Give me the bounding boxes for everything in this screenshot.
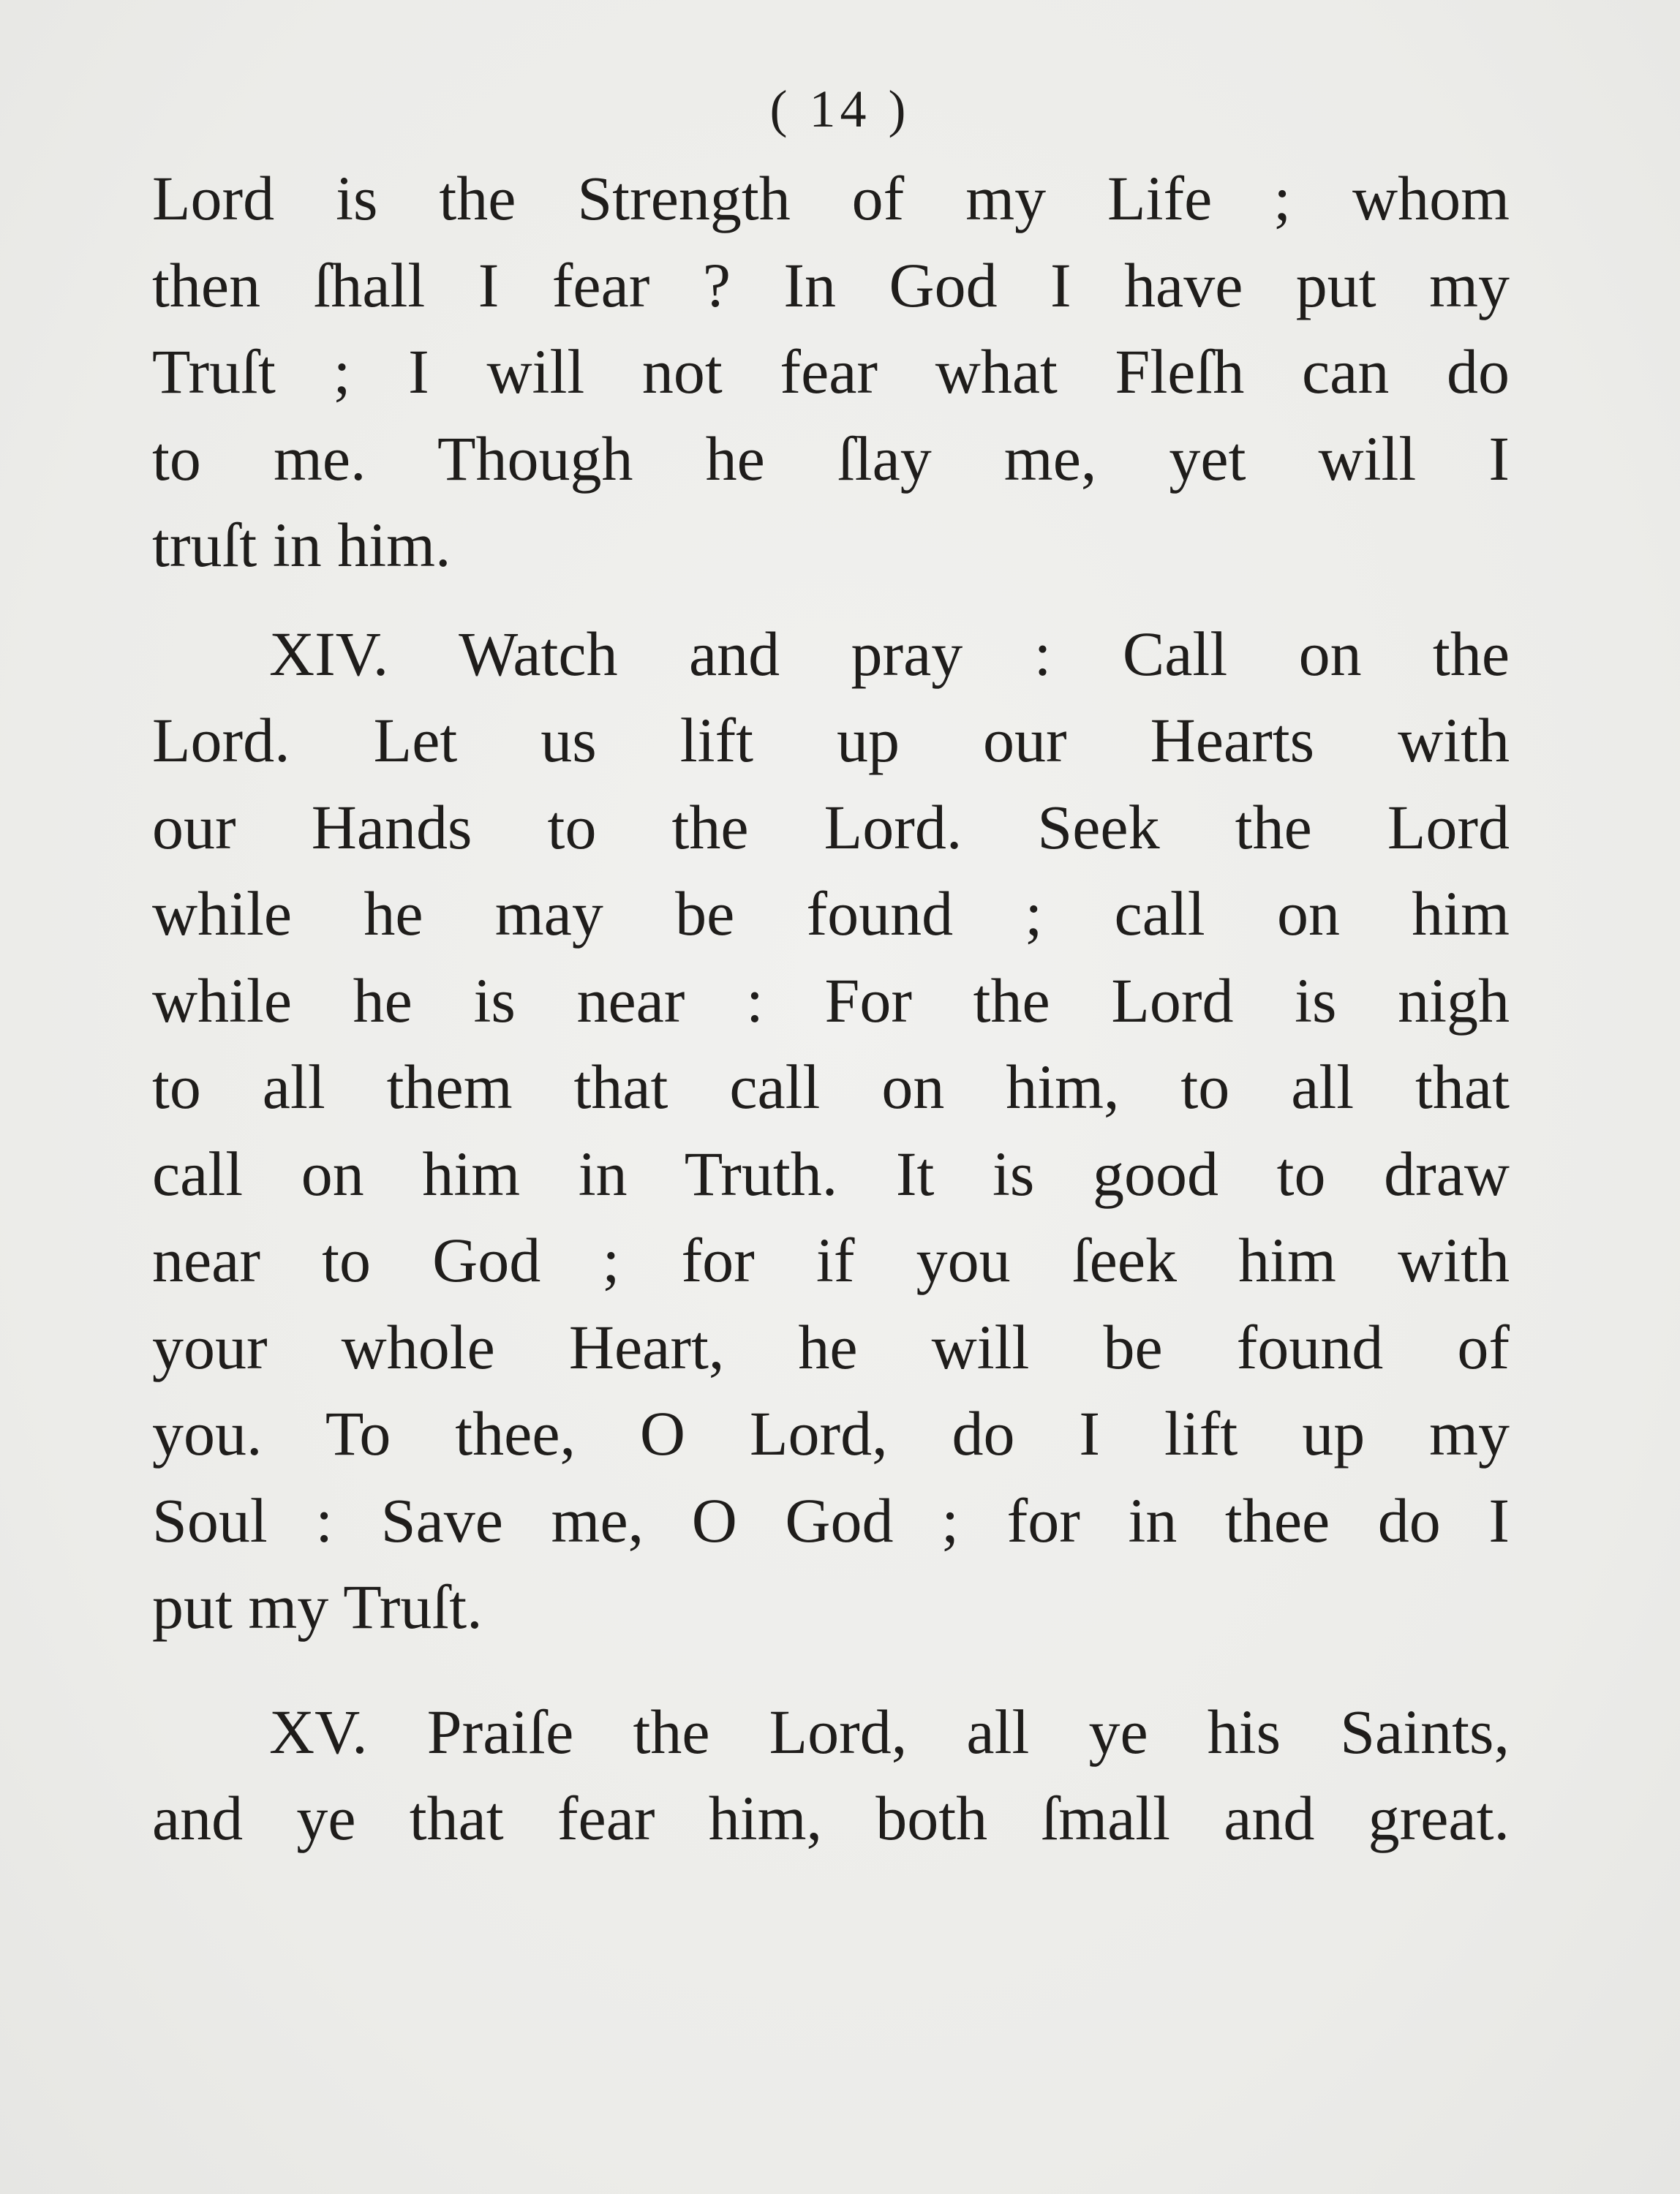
- text-line: to all them that call on him, to all that: [152, 1052, 1510, 1122]
- text-line: Lord. Let us lift up our Hearts with: [152, 705, 1510, 775]
- page-number: ( 14 ): [769, 80, 911, 138]
- text-line: our Hands to the Lord. Seek the Lord: [152, 791, 1510, 862]
- text-line: to me. Though he ſlay me, yet will I: [152, 423, 1510, 494]
- paragraph-continuation: [152, 155, 1510, 589]
- text-line: and ye that fear him, both ſmall and great.: [152, 1783, 1510, 1853]
- text-line: while he may be found ; call on him: [152, 878, 1510, 949]
- text-line: put my Truſt.: [152, 1572, 483, 1642]
- text-line: near to God ; for if you ſeek him with: [152, 1225, 1510, 1295]
- text-line: while he is near : For the Lord is nigh: [152, 965, 1510, 1036]
- text-line: Truſt ; I will not fear what Fleſh can do: [152, 336, 1510, 407]
- text-line: Lord is the Strength of my Life ; whom: [152, 163, 1510, 233]
- text-line: then ſhall I fear ? In God I have put my: [152, 249, 1510, 320]
- text-line: call on him in Truth. It is good to draw: [152, 1138, 1510, 1209]
- text-line: you. To thee, O Lord, do I lift up my: [152, 1398, 1510, 1469]
- text-line: XIV. Watch and pray : Call on the: [269, 618, 1510, 689]
- text-line: truſt in him.: [152, 510, 451, 580]
- text-line: XV. Praiſe the Lord, all ye his Saints,: [269, 1696, 1510, 1767]
- body-text: [152, 155, 1510, 1862]
- paragraph-xv: [152, 1689, 1510, 1862]
- text-line: Soul : Save me, O God ; for in thee do I: [152, 1485, 1510, 1556]
- text-line: your whole Heart, he will be found of: [152, 1311, 1510, 1382]
- paragraph-xiv: [152, 611, 1510, 1651]
